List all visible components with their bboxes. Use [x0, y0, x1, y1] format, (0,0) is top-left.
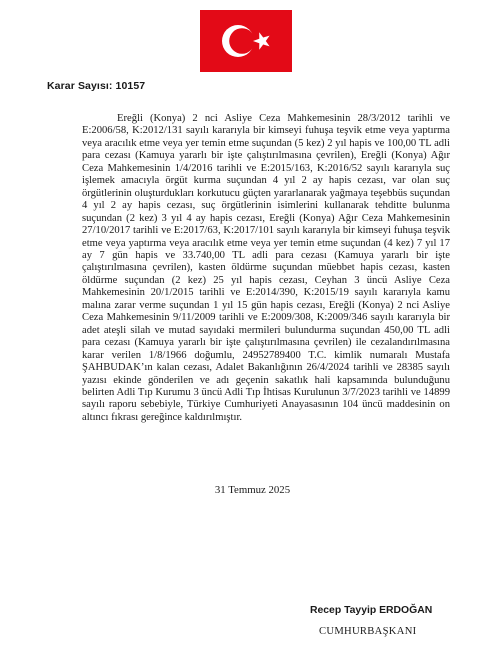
decision-body — [82, 113, 450, 424]
decision-number: Karar Sayısı: 10157 — [47, 80, 146, 92]
crescent-inner — [229, 28, 255, 54]
decision-body-text: Ereğli (Konya) 2 nci Asliye Ceza Mahkemesinin 28/3/2012 tarihli ve E:2006/58, K:2012/131 sayılı kararıyla bir kimseyi fuhuşa teşvik etme veya yaptırma veya aracılık etme veya yer temin etme suçundan (5 kez) 2 yıl hapis ve 100,00 TL adli para cezası (Kamuya yararlı bir işte çalıştırılmasına çevrilen), Ereğli (Konya) Ağır Ceza Mahkemesinin 1/4/2016 tarihli ve E:2015/163, K:2016/52 sayılı kararıyla suç işlemek amacıyla örgüt kurma suçundan 4 yıl 2 ay hapis cezası, var olan suç örgütlerinin oluşturdukları korkutucu güçten yararlanarak yağmaya teşebbüs suçundan 4 yıl 2 ay hapis cezası, suç örgütlerinin isimlerini kullanarak tehditte bulunma suçundan (2 kez) 3 yıl 4 ay hapis cezası, Ereğli (Konya) Ağır Ceza Mahkemesinin 27/10/2017 tarihli ve E:2017/63, K:2017/101 sayılı kararıyla bir kimseyi fuhuşa teşvik etme veya yaptırma veya aracılık etme veya yer temin etme suçundan (4 kez) 7 yıl 17 ay 7 gün hapis ve 33.740,00 TL adli para cezası (Kamuya yararlı bir işte çalıştırılmasına çevrilen), kasten öldürme suçundan müebbet hapis cezası, kasten öldürme suçundan (2 kez) 25 yıl hapis cezası, Ceyhan 3 üncü Asliye Ceza Mahkemesinin 20/1/2015 tarihli ve E:2014/390, K:2015/19 sayılı kararıyla kamu malına zarar verme suçundan 1 yıl 15 gün hapis cezası, Ereğli (Konya) 2 nci Asliye Ceza Mahkemesinin 9/11/2009 tarihli ve E:2009/308, K:2009/346 sayılı kararıyla bir adet ateşli silah ve mutad sayıdaki mermileri bulundurma suçundan 450,00 TL adli para cezası (Kamuya yararlı bir işte çalıştırılmasına çevrilen) ile cezalandırılmasına karar verilen 1/8/1966 doğumlu, 24952789400 T.C. kimlik numaralı Mustafa ŞAHBUDAK’ın kalan cezası, Adalet Bakanlığının 26/4/2024 tarihli ve 28385 sayılı yazısı ekinde gönderilen ve adı geçenin sakatlık hali kapsamında bulunduğunu belirten Adli Tıp Kurumu 3 üncü Adli Tıp İhtisas Kurulunun 3/7/2023 tarihli ve 14899 sayılı raporu sebebiyle, Türkiye Cumhuriyeti Anayasasının 104 üncü maddesinin on altıncı fıkrası gereğince kaldırılmıştır. — [82, 113, 450, 423]
signatory-name: Recep Tayyip ERDOĞAN — [310, 605, 433, 616]
turkish-flag-icon — [196, 6, 296, 76]
decision-date: 31 Temmuz 2025 — [214, 484, 291, 496]
signatory-title: CUMHURBAŞKANI — [319, 626, 417, 637]
turkish-flag-graphic — [196, 6, 296, 76]
